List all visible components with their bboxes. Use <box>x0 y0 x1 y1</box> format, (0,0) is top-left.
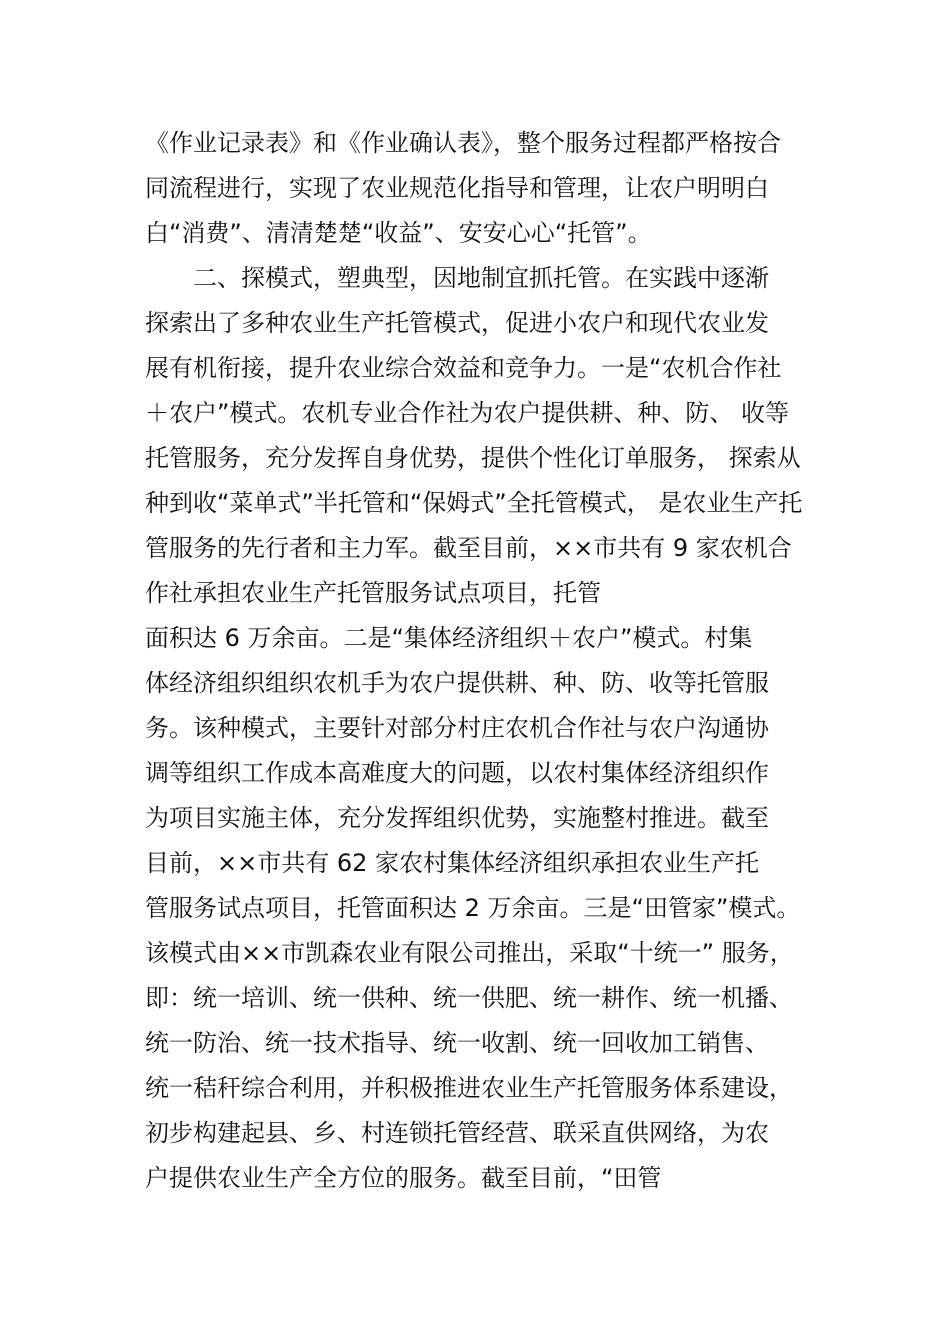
text-line: 面积达 6 万余亩。二是“集体经济组织＋农户”模式。村集 <box>145 624 753 652</box>
text-line: 初步构建起县、乡、村连锁托管经营、联采直供网络，为农 <box>145 1119 769 1147</box>
text-line: ＋农户”模式。农机专业合作社为农户提供耕、种、防、 收等 <box>145 399 790 427</box>
text-line: 托管服务，充分发挥自身优势，提供个性化订单服务， 探索从 <box>145 444 801 472</box>
text-line: 统一防治、统一技术指导、统一收割、统一回收加工销售、 <box>145 1029 769 1057</box>
text-line: 务。该种模式，主要针对部分村庄农机合作社与农户沟通协 <box>145 714 769 742</box>
text-line: 即：统一培训、统一供种、统一供肥、统一耕作、统一机播、 <box>145 984 793 1012</box>
text-line: 调等组织工作成本高难度大的问题，以农村集体经济组织作 <box>145 759 769 787</box>
text-line: 探索出了多种农业生产托管模式，促进小农户和现代农业发 <box>145 309 769 337</box>
text-line: 统一秸秆综合利用，并积极推进农业生产托管服务体系建设， <box>145 1074 793 1102</box>
text-line: 为项目实施主体，充分发挥组织优势，实施整村推进。截至 <box>145 804 769 832</box>
text-line: 该模式由××市凯森农业有限公司推出，采取“十统一” 服务， <box>145 939 794 967</box>
text-line: 二、探模式，塑典型，因地制宜抓托管。在实践中逐渐 <box>193 264 769 292</box>
text-line: 同流程进行，实现了农业规范化指导和管理，让农户明明白 <box>145 174 769 202</box>
text-line: 体经济组织组织农机手为农户提供耕、种、防、收等托管服 <box>145 669 769 697</box>
text-line: 种到收“菜单式”半托管和“保姆式”全托管模式， 是农业生产托 <box>145 489 803 517</box>
text-line: 《作业记录表》和《作业确认表》，整个服务过程都严格按合 <box>145 129 781 157</box>
text-line: 目前，××市共有 62 家农村集体经济组织承担农业生产托 <box>145 849 760 877</box>
text-line: 管服务的先行者和主力军。截至目前，××市共有 9 家农机合 <box>145 534 792 562</box>
text-line: 白“消费”、清清楚楚“收益”、安安心心“托管”。 <box>145 219 652 247</box>
text-line: 管服务试点项目，托管面积达 2 万余亩。三是“田管家”模式。 <box>145 894 801 922</box>
text-line: 作社承担农业生产托管服务试点项目，托管 <box>145 579 601 607</box>
text-line: 展有机衔接，提升农业综合效益和竞争力。一是“农机合作社 <box>145 354 782 382</box>
text-line: 户提供农业生产全方位的服务。截至目前，“田管 <box>145 1164 662 1192</box>
